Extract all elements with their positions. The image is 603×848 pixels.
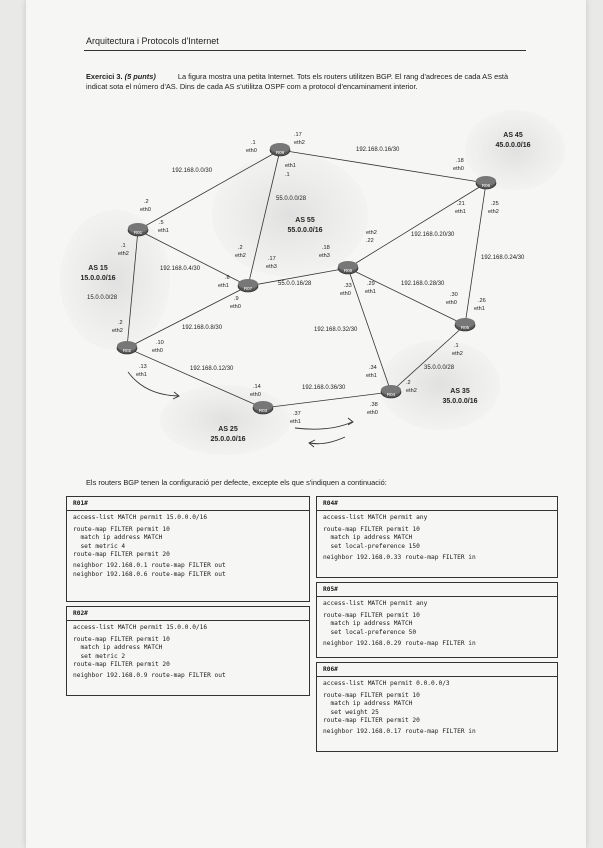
config-box-r05: [316, 582, 558, 658]
iface-r02-eth0-ip: .10: [156, 340, 164, 346]
iface-r07-eth3: eth3: [266, 264, 277, 270]
iface-r05-eth2-ip: .1: [454, 343, 459, 349]
config-line: access-list MATCH permit any: [323, 600, 428, 608]
router-r08: [338, 261, 358, 274]
router-r02-label: R02: [122, 348, 132, 353]
exercise-text: La figura mostra una petita Internet. Tots els routers utilitzen BGP. El rang d'adreces de cada AS està indicat sota el número d'AS. Dins de cada AS s'utilitza OSPF com a protocol d'encaminament interior.: [86, 72, 509, 91]
iface-r08-eth1-ip: .29: [367, 281, 375, 287]
config-line: neighbor 192.168.0.1 route-map FILTER out: [73, 562, 226, 570]
net-label-n10: 192.168.0.8/30: [182, 325, 223, 331]
config-line: match ip address MATCH: [73, 644, 163, 652]
as55-name: AS 55: [295, 217, 315, 224]
iface-r01-eth2-ip: .1: [121, 243, 126, 249]
router-r08-label: R08: [343, 268, 353, 273]
router-r03-label: R03: [258, 408, 268, 413]
router-r09-label: R09: [275, 150, 285, 155]
handwritten-arrow-2: [295, 422, 352, 429]
iface-r09-eth2: eth2: [294, 140, 305, 146]
iface-r03-eth0-ip: .14: [253, 384, 261, 390]
iface-r07-eth0: eth0: [230, 304, 241, 310]
config-line: set metric 4: [73, 542, 126, 550]
iface-r01-eth1: eth1: [158, 228, 169, 234]
as55-range: 55.0.0.0/16: [287, 227, 323, 234]
iface-r06-eth2-ip: .25: [491, 201, 499, 207]
iface-r03-eth0: eth0: [250, 392, 261, 398]
as25-cloud: [160, 385, 290, 455]
iface-r09-eth0: eth0: [246, 148, 257, 154]
iface-r07-eth2-ip: .2: [238, 245, 243, 251]
net-label-n5: 55.0.0.16/28: [278, 281, 312, 287]
config-line: match ip address MATCH: [323, 700, 413, 708]
config-line: set local-preference 150: [323, 542, 420, 550]
iface-r02-eth0: eth0: [152, 348, 163, 354]
as45-name: AS 45: [503, 132, 523, 139]
iface-r06-eth1-ip: .21: [457, 201, 465, 207]
net-label-n14: 192.168.0.36/30: [302, 385, 346, 391]
config-box-r06: [316, 662, 558, 752]
config-line: route-map FILTER permit 10: [323, 611, 420, 619]
router-r03: [253, 401, 273, 414]
exercise-title: Exercici 3.: [86, 72, 123, 81]
as45-range: 45.0.0.0/16: [495, 142, 531, 149]
config-line: route-map FILTER permit 20: [73, 551, 170, 559]
config-intro-text: Els routers BGP tenen la configuració per defecte, excepte els que s'indiquen a continuació:: [86, 478, 387, 487]
config-line: set metric 2: [73, 652, 126, 660]
iface-r08-eth0-ip: .33: [344, 283, 352, 289]
iface-r04-eth2-ip: .2: [406, 380, 411, 386]
config-line: route-map FILTER permit 10: [323, 525, 420, 533]
config-line: set local-preference 50: [323, 628, 417, 636]
net-label-n12: 35.0.0.0/28: [424, 365, 455, 371]
iface-r07-eth0-ip: .9: [234, 296, 239, 302]
config-line: access-list MATCH permit 15.0.0.0/16: [73, 514, 208, 522]
as25-range: 25.0.0.0/16: [210, 436, 246, 443]
as35-range: 35.0.0.0/16: [442, 398, 478, 405]
router-r05: [455, 318, 475, 331]
iface-r05-eth1: eth1: [474, 306, 485, 312]
iface-r02-eth2-ip: .2: [118, 320, 123, 326]
iface-r08-eth3-ip: .18: [322, 245, 330, 251]
page-header: Arquitectura i Protocols d'Internet: [86, 36, 219, 46]
config-line: route-map FILTER permit 10: [73, 525, 170, 533]
config-line: set weight 25: [323, 708, 379, 716]
config-line: access-list MATCH permit 0.0.0.0/3: [323, 680, 450, 688]
config-line: neighbor 192.168.0.17 route-map FILTER in: [323, 728, 476, 736]
iface-r02-eth1: eth1: [136, 372, 147, 378]
handwritten-arrowhead-2: [348, 418, 353, 425]
net-label-n7: 192.168.0.24/30: [481, 255, 525, 261]
config-line: access-list MATCH permit 15.0.0.0/16: [73, 624, 208, 632]
iface-r04-eth2: eth2: [406, 388, 417, 394]
router-r09: [270, 143, 290, 156]
config-line: route-map FILTER permit 10: [73, 635, 170, 643]
iface-r07-eth3-ip: .17: [268, 256, 276, 262]
as35-name: AS 35: [450, 388, 470, 395]
config-r06-prompt: R06#: [317, 663, 557, 677]
config-line: neighbor 192.168.0.29 route-map FILTER in: [323, 640, 476, 648]
iface-r01-eth1-ip: .5: [159, 220, 164, 226]
router-r01-label: R01: [133, 230, 143, 235]
net-label-n1: 192.168.0.0/30: [172, 168, 213, 174]
config-line: neighbor 192.168.0.9 route-map FILTER out: [73, 672, 226, 680]
iface-r09-eth0-ip: .1: [251, 140, 256, 146]
link-r08-r05: [348, 268, 465, 325]
iface-r01-eth2: eth2: [118, 251, 129, 257]
router-r06: [476, 176, 496, 189]
as15-range: 15.0.0.0/16: [80, 275, 116, 282]
router-r06-label: R06: [481, 183, 491, 188]
iface-r08-eth3: eth3: [319, 253, 330, 259]
iface-r03-eth1-ip: .37: [293, 411, 301, 417]
net-label-n8: 15.0.0.0/28: [87, 295, 118, 301]
iface-r07-eth2: eth2: [235, 253, 246, 259]
iface-r01-eth0-ip: .2: [144, 199, 149, 205]
config-line: match ip address MATCH: [73, 534, 163, 542]
router-r02: [117, 341, 137, 354]
iface-r05-eth1-ip: .26: [478, 298, 486, 304]
iface-r09-eth2-ip: .17: [294, 132, 302, 138]
config-line: match ip address MATCH: [323, 620, 413, 628]
config-box-r01: [66, 496, 310, 602]
iface-r01-eth0: eth0: [140, 207, 151, 213]
iface-r08-eth2: eth2: [366, 230, 377, 236]
iface-r08-eth1: eth1: [365, 289, 376, 295]
iface-r05-eth0-ip: .30: [450, 292, 458, 298]
iface-r04-eth0-ip: .38: [370, 402, 378, 408]
net-label-n2: 192.168.0.16/30: [356, 147, 400, 153]
handwritten-arrow-3: [310, 437, 345, 444]
config-r02-prompt: R02#: [67, 607, 309, 621]
exercise-points: (5 punts): [124, 72, 156, 81]
router-r04-label: R04: [386, 392, 396, 397]
as25-name: AS 25: [218, 426, 238, 433]
config-line: match ip address MATCH: [323, 534, 413, 542]
iface-r06-eth1: eth1: [455, 209, 466, 215]
router-r01: [128, 223, 148, 236]
config-r05-prompt: R05#: [317, 583, 557, 597]
iface-r08-eth0: eth0: [340, 291, 351, 297]
config-box-r04: [316, 496, 558, 578]
router-r07: [238, 279, 258, 292]
as15-name: AS 15: [88, 265, 108, 272]
config-line: route-map FILTER permit 20: [323, 717, 420, 725]
iface-r09-eth1-ip: .1: [285, 172, 290, 178]
net-label-n6: 192.168.0.20/30: [411, 232, 455, 238]
config-box-r02: [66, 606, 310, 696]
config-line: neighbor 192.168.0.33 route-map FILTER in: [323, 554, 476, 562]
iface-r02-eth2: eth2: [112, 328, 123, 334]
config-line: route-map FILTER permit 20: [73, 661, 170, 669]
net-label-n13: 192.168.0.12/30: [190, 366, 234, 372]
iface-r05-eth0: eth0: [446, 300, 457, 306]
net-label-n9: 192.168.0.28/30: [401, 281, 445, 287]
iface-r05-eth2: eth2: [452, 351, 463, 357]
iface-r04-eth1-ip: .34: [369, 365, 377, 371]
iface-r07-eth1-ip: .6: [225, 275, 230, 281]
iface-r06-eth2: eth2: [488, 209, 499, 215]
iface-r03-eth1: eth1: [290, 419, 301, 425]
as35-cloud: [380, 340, 500, 430]
iface-r06-eth0-ip: .18: [456, 158, 464, 164]
iface-r06-eth0: eth0: [453, 166, 464, 172]
router-r05-label: R05: [460, 325, 470, 330]
router-r04: [381, 385, 401, 398]
iface-r09-eth1: eth1: [285, 163, 296, 169]
net-label-n3: 55.0.0.0/28: [276, 196, 307, 202]
iface-r04-eth1: eth1: [366, 373, 377, 379]
iface-r04-eth0: eth0: [367, 410, 378, 416]
config-r04-prompt: R04#: [317, 497, 557, 511]
config-line: access-list MATCH permit any: [323, 514, 428, 522]
iface-r02-eth1-ip: .13: [139, 364, 147, 370]
router-r07-label: R07: [243, 286, 253, 291]
net-label-n11: 192.168.0.32/30: [314, 327, 358, 333]
config-line: route-map FILTER permit 10: [323, 691, 420, 699]
link-r08-r06: [348, 183, 486, 268]
config-r01-prompt: R01#: [67, 497, 309, 511]
iface-r08-eth2-ip: .22: [366, 238, 374, 244]
iface-r07-eth1: eth1: [218, 283, 229, 289]
config-line: neighbor 192.168.0.6 route-map FILTER out: [73, 570, 226, 578]
net-label-n4: 192.168.0.4/30: [160, 266, 201, 272]
